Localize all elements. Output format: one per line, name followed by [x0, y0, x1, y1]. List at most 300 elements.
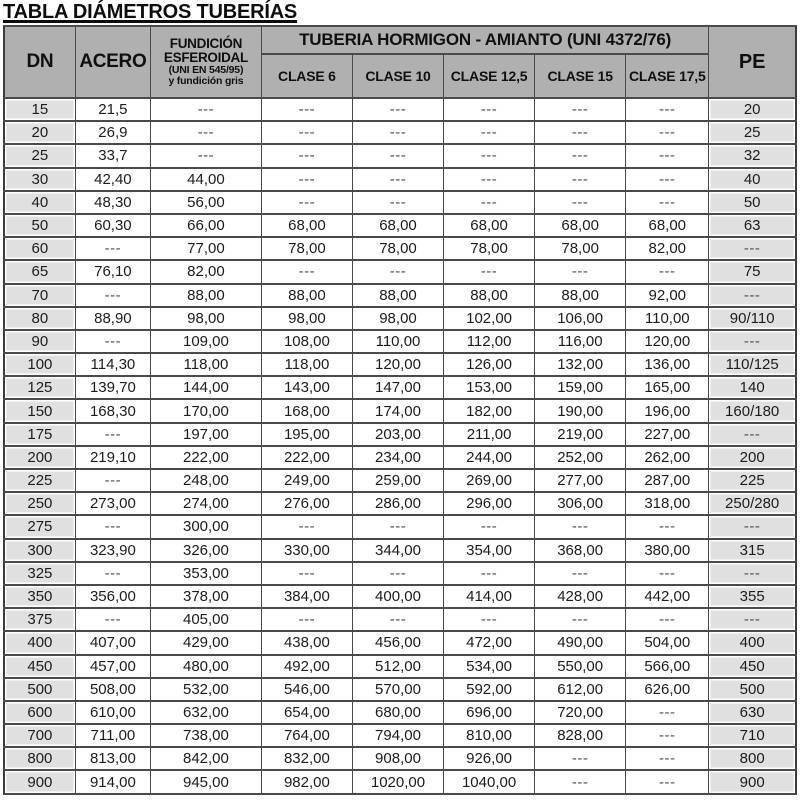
dn-cell: 30: [4, 168, 75, 191]
table-row: [4, 724, 796, 747]
table-body: [4, 98, 796, 794]
value-cell: 504,00: [626, 631, 709, 654]
pe-cell: 40: [709, 168, 796, 191]
pe-cell: 25: [709, 121, 796, 144]
dn-cell: 25: [4, 144, 75, 167]
header-fundicion-gris: y fundición gris: [168, 75, 244, 88]
value-cell: 92,00: [626, 284, 709, 307]
table-row: [4, 330, 796, 353]
value-cell: 456,00: [352, 631, 443, 654]
value-cell: 112,00: [444, 330, 535, 353]
pe-cell: ---: [709, 423, 796, 446]
value-cell: 354,00: [444, 539, 535, 562]
value-cell: 512,00: [352, 655, 443, 678]
pe-cell: 50: [709, 191, 796, 214]
pe-cell: 32: [709, 144, 796, 167]
value-cell: 368,00: [535, 539, 626, 562]
value-cell: 68,00: [352, 214, 443, 237]
header-pe: PE: [709, 26, 796, 98]
value-cell: 78,00: [261, 237, 352, 260]
value-cell: ---: [75, 608, 150, 631]
table-row: [4, 214, 796, 237]
pe-cell: 900: [709, 770, 796, 793]
value-cell: ---: [352, 260, 443, 283]
value-cell: ---: [535, 144, 626, 167]
value-cell: 44,00: [151, 168, 262, 191]
value-cell: ---: [261, 562, 352, 585]
value-cell: 380,00: [626, 539, 709, 562]
pe-cell: 200: [709, 446, 796, 469]
value-cell: ---: [352, 562, 443, 585]
value-cell: ---: [626, 701, 709, 724]
dn-cell: 125: [4, 376, 75, 399]
value-cell: 813,00: [75, 747, 150, 770]
value-cell: 286,00: [352, 492, 443, 515]
value-cell: ---: [75, 284, 150, 307]
value-cell: 442,00: [626, 585, 709, 608]
header-hormigon-amianto-group: TUBERIA HORMIGON - AMIANTO (UNI 4372/76): [261, 26, 708, 54]
value-cell: 190,00: [535, 399, 626, 422]
value-cell: ---: [75, 330, 150, 353]
value-cell: 203,00: [352, 423, 443, 446]
pe-cell: 400: [709, 631, 796, 654]
value-cell: 165,00: [626, 376, 709, 399]
value-cell: ---: [261, 98, 352, 121]
pe-cell: ---: [709, 515, 796, 538]
value-cell: ---: [535, 168, 626, 191]
value-cell: 78,00: [535, 237, 626, 260]
value-cell: 168,30: [75, 399, 150, 422]
value-cell: 356,00: [75, 585, 150, 608]
value-cell: ---: [75, 469, 150, 492]
dn-cell: 350: [4, 585, 75, 608]
value-cell: 654,00: [261, 701, 352, 724]
table-row: [4, 144, 796, 167]
value-cell: 277,00: [535, 469, 626, 492]
pe-cell: 90/110: [709, 307, 796, 330]
value-cell: 144,00: [151, 376, 262, 399]
value-cell: ---: [444, 144, 535, 167]
value-cell: 98,00: [151, 307, 262, 330]
value-cell: ---: [352, 608, 443, 631]
value-cell: ---: [75, 237, 150, 260]
dn-cell: 80: [4, 307, 75, 330]
value-cell: 88,00: [352, 284, 443, 307]
value-cell: 68,00: [444, 214, 535, 237]
value-cell: 102,00: [444, 307, 535, 330]
dn-cell: 700: [4, 724, 75, 747]
pe-cell: 140: [709, 376, 796, 399]
value-cell: ---: [535, 260, 626, 283]
value-cell: 33,7: [75, 144, 150, 167]
value-cell: 632,00: [151, 701, 262, 724]
table-row: [4, 562, 796, 585]
value-cell: 88,00: [444, 284, 535, 307]
table-row: [4, 446, 796, 469]
dn-cell: 400: [4, 631, 75, 654]
value-cell: 566,00: [626, 655, 709, 678]
value-cell: 98,00: [352, 307, 443, 330]
table-row: [4, 678, 796, 701]
dn-cell: 60: [4, 237, 75, 260]
value-cell: ---: [444, 98, 535, 121]
value-cell: 195,00: [261, 423, 352, 446]
value-cell: 42,40: [75, 168, 150, 191]
value-cell: 60,30: [75, 214, 150, 237]
value-cell: 66,00: [151, 214, 262, 237]
value-cell: 139,70: [75, 376, 150, 399]
dn-cell: 100: [4, 353, 75, 376]
header-fundicion-line2: ESFEROIDAL: [163, 49, 248, 65]
pe-cell: 225: [709, 469, 796, 492]
value-cell: ---: [75, 515, 150, 538]
header-clase-15: CLASE 15: [535, 54, 626, 98]
value-cell: 696,00: [444, 701, 535, 724]
value-cell: 196,00: [626, 399, 709, 422]
value-cell: 353,00: [151, 562, 262, 585]
value-cell: ---: [352, 191, 443, 214]
value-cell: 109,00: [151, 330, 262, 353]
header-clase-17-5: CLASE 17,5: [626, 54, 709, 98]
value-cell: ---: [626, 562, 709, 585]
value-cell: ---: [352, 144, 443, 167]
header-fundicion: [151, 26, 262, 98]
dn-cell: 250: [4, 492, 75, 515]
pe-cell: ---: [709, 608, 796, 631]
value-cell: 21,5: [75, 98, 150, 121]
table-row: [4, 770, 796, 793]
value-cell: 570,00: [352, 678, 443, 701]
value-cell: 414,00: [444, 585, 535, 608]
value-cell: 1020,00: [352, 770, 443, 793]
pe-cell: 75: [709, 260, 796, 283]
value-cell: 68,00: [626, 214, 709, 237]
pe-cell: 20: [709, 98, 796, 121]
value-cell: 546,00: [261, 678, 352, 701]
value-cell: 457,00: [75, 655, 150, 678]
pe-cell: 450: [709, 655, 796, 678]
value-cell: ---: [626, 747, 709, 770]
value-cell: 116,00: [535, 330, 626, 353]
dn-cell: 800: [4, 747, 75, 770]
value-cell: 143,00: [261, 376, 352, 399]
value-cell: ---: [444, 608, 535, 631]
table-row: [4, 469, 796, 492]
value-cell: 222,00: [261, 446, 352, 469]
value-cell: 490,00: [535, 631, 626, 654]
value-cell: 550,00: [535, 655, 626, 678]
table-header: [4, 26, 796, 98]
value-cell: 136,00: [626, 353, 709, 376]
value-cell: ---: [535, 747, 626, 770]
pe-cell: 315: [709, 539, 796, 562]
value-cell: ---: [626, 608, 709, 631]
value-cell: 269,00: [444, 469, 535, 492]
value-cell: 78,00: [444, 237, 535, 260]
value-cell: 98,00: [261, 307, 352, 330]
value-cell: ---: [75, 562, 150, 585]
value-cell: 227,00: [626, 423, 709, 446]
value-cell: 610,00: [75, 701, 150, 724]
table-row: [4, 168, 796, 191]
value-cell: 384,00: [261, 585, 352, 608]
value-cell: 56,00: [151, 191, 262, 214]
value-cell: 252,00: [535, 446, 626, 469]
value-cell: 77,00: [151, 237, 262, 260]
value-cell: ---: [261, 121, 352, 144]
header-fundicion-norm: (UNI EN 545/95): [168, 64, 244, 77]
value-cell: ---: [535, 515, 626, 538]
value-cell: 174,00: [352, 399, 443, 422]
value-cell: 147,00: [352, 376, 443, 399]
value-cell: 764,00: [261, 724, 352, 747]
table-row: [4, 515, 796, 538]
value-cell: 170,00: [151, 399, 262, 422]
pe-cell: 500: [709, 678, 796, 701]
value-cell: ---: [151, 121, 262, 144]
pe-cell: 800: [709, 747, 796, 770]
value-cell: ---: [626, 191, 709, 214]
value-cell: ---: [352, 121, 443, 144]
value-cell: 330,00: [261, 539, 352, 562]
value-cell: ---: [444, 168, 535, 191]
value-cell: 248,00: [151, 469, 262, 492]
value-cell: 300,00: [151, 515, 262, 538]
value-cell: 532,00: [151, 678, 262, 701]
value-cell: 428,00: [535, 585, 626, 608]
value-cell: ---: [535, 608, 626, 631]
dn-cell: 175: [4, 423, 75, 446]
dn-cell: 450: [4, 655, 75, 678]
value-cell: 182,00: [444, 399, 535, 422]
value-cell: 120,00: [352, 353, 443, 376]
value-cell: ---: [444, 515, 535, 538]
dn-cell: 90: [4, 330, 75, 353]
value-cell: 82,00: [626, 237, 709, 260]
header-clase-10: CLASE 10: [352, 54, 443, 98]
value-cell: 219,10: [75, 446, 150, 469]
value-cell: 219,00: [535, 423, 626, 446]
dn-cell: 200: [4, 446, 75, 469]
dn-cell: 15: [4, 98, 75, 121]
value-cell: 82,00: [151, 260, 262, 283]
value-cell: 211,00: [444, 423, 535, 446]
pe-cell: ---: [709, 330, 796, 353]
value-cell: 400,00: [352, 585, 443, 608]
value-cell: 794,00: [352, 724, 443, 747]
diameters-table: [3, 25, 797, 795]
value-cell: 168,00: [261, 399, 352, 422]
table-row: [4, 492, 796, 515]
value-cell: 287,00: [626, 469, 709, 492]
value-cell: ---: [151, 98, 262, 121]
table-row: [4, 399, 796, 422]
value-cell: 680,00: [352, 701, 443, 724]
value-cell: 120,00: [626, 330, 709, 353]
dn-cell: 900: [4, 770, 75, 793]
value-cell: 492,00: [261, 655, 352, 678]
value-cell: 108,00: [261, 330, 352, 353]
value-cell: ---: [444, 562, 535, 585]
value-cell: ---: [535, 98, 626, 121]
value-cell: 738,00: [151, 724, 262, 747]
value-cell: ---: [626, 168, 709, 191]
value-cell: 276,00: [261, 492, 352, 515]
dn-cell: 40: [4, 191, 75, 214]
value-cell: ---: [151, 144, 262, 167]
value-cell: 118,00: [151, 353, 262, 376]
dn-cell: 50: [4, 214, 75, 237]
value-cell: 88,90: [75, 307, 150, 330]
table-row: [4, 260, 796, 283]
value-cell: ---: [75, 423, 150, 446]
value-cell: 326,00: [151, 539, 262, 562]
value-cell: 720,00: [535, 701, 626, 724]
table-row: [4, 237, 796, 260]
table-row: [4, 747, 796, 770]
dn-cell: 275: [4, 515, 75, 538]
value-cell: 132,00: [535, 353, 626, 376]
value-cell: ---: [626, 724, 709, 747]
value-cell: 945,00: [151, 770, 262, 793]
table-row: [4, 121, 796, 144]
value-cell: ---: [444, 121, 535, 144]
header-fundicion-line1: FUNDICIÓN: [169, 35, 243, 51]
dn-cell: 150: [4, 399, 75, 422]
header-clase-6: CLASE 6: [261, 54, 352, 98]
value-cell: 78,00: [352, 237, 443, 260]
pe-cell: 250/280: [709, 492, 796, 515]
dn-cell: 65: [4, 260, 75, 283]
value-cell: 480,00: [151, 655, 262, 678]
value-cell: 68,00: [535, 214, 626, 237]
value-cell: ---: [444, 260, 535, 283]
value-cell: ---: [352, 98, 443, 121]
value-cell: ---: [626, 770, 709, 793]
value-cell: 828,00: [535, 724, 626, 747]
value-cell: 118,00: [261, 353, 352, 376]
value-cell: 106,00: [535, 307, 626, 330]
value-cell: 110,00: [626, 307, 709, 330]
table-row: [4, 585, 796, 608]
header-dn: DN: [4, 26, 75, 98]
value-cell: ---: [261, 515, 352, 538]
dn-cell: 300: [4, 539, 75, 562]
value-cell: ---: [261, 168, 352, 191]
value-cell: 26,9: [75, 121, 150, 144]
value-cell: ---: [626, 144, 709, 167]
table-row: [4, 353, 796, 376]
value-cell: 273,00: [75, 492, 150, 515]
value-cell: 1040,00: [444, 770, 535, 793]
value-cell: 318,00: [626, 492, 709, 515]
dn-cell: 325: [4, 562, 75, 585]
value-cell: 88,00: [535, 284, 626, 307]
value-cell: 908,00: [352, 747, 443, 770]
value-cell: ---: [535, 562, 626, 585]
value-cell: 438,00: [261, 631, 352, 654]
value-cell: 626,00: [626, 678, 709, 701]
dn-cell: 70: [4, 284, 75, 307]
value-cell: 88,00: [151, 284, 262, 307]
value-cell: 296,00: [444, 492, 535, 515]
dn-cell: 20: [4, 121, 75, 144]
pe-cell: 630: [709, 701, 796, 724]
value-cell: 842,00: [151, 747, 262, 770]
table-row: [4, 608, 796, 631]
value-cell: 126,00: [444, 353, 535, 376]
value-cell: 810,00: [444, 724, 535, 747]
value-cell: 76,10: [75, 260, 150, 283]
value-cell: 153,00: [444, 376, 535, 399]
table-row: [4, 539, 796, 562]
value-cell: ---: [261, 144, 352, 167]
value-cell: 914,00: [75, 770, 150, 793]
value-cell: ---: [261, 608, 352, 631]
value-cell: 274,00: [151, 492, 262, 515]
pe-cell: 160/180: [709, 399, 796, 422]
value-cell: 249,00: [261, 469, 352, 492]
value-cell: 222,00: [151, 446, 262, 469]
value-cell: 159,00: [535, 376, 626, 399]
value-cell: 48,30: [75, 191, 150, 214]
value-cell: ---: [535, 191, 626, 214]
table-row: [4, 701, 796, 724]
table-row: [4, 307, 796, 330]
value-cell: 110,00: [352, 330, 443, 353]
pe-cell: 710: [709, 724, 796, 747]
table-row: [4, 191, 796, 214]
dn-cell: 500: [4, 678, 75, 701]
table-row: [4, 655, 796, 678]
value-cell: 982,00: [261, 770, 352, 793]
value-cell: 68,00: [261, 214, 352, 237]
value-cell: ---: [626, 260, 709, 283]
value-cell: 508,00: [75, 678, 150, 701]
value-cell: 197,00: [151, 423, 262, 446]
table-row: [4, 98, 796, 121]
value-cell: ---: [535, 770, 626, 793]
value-cell: 405,00: [151, 608, 262, 631]
value-cell: ---: [261, 260, 352, 283]
value-cell: 259,00: [352, 469, 443, 492]
value-cell: 534,00: [444, 655, 535, 678]
value-cell: 88,00: [261, 284, 352, 307]
pe-cell: 63: [709, 214, 796, 237]
value-cell: ---: [626, 98, 709, 121]
value-cell: ---: [626, 515, 709, 538]
table-row: [4, 376, 796, 399]
value-cell: 592,00: [444, 678, 535, 701]
value-cell: ---: [352, 515, 443, 538]
pe-cell: ---: [709, 284, 796, 307]
header-acero: ACERO: [75, 26, 150, 98]
value-cell: ---: [444, 191, 535, 214]
dn-cell: 375: [4, 608, 75, 631]
value-cell: 306,00: [535, 492, 626, 515]
value-cell: 429,00: [151, 631, 262, 654]
value-cell: 612,00: [535, 678, 626, 701]
dn-cell: 600: [4, 701, 75, 724]
value-cell: 378,00: [151, 585, 262, 608]
value-cell: 472,00: [444, 631, 535, 654]
value-cell: ---: [626, 121, 709, 144]
table-row: [4, 631, 796, 654]
header-clase-12-5: CLASE 12,5: [444, 54, 535, 98]
pe-cell: ---: [709, 237, 796, 260]
value-cell: 262,00: [626, 446, 709, 469]
pe-cell: 355: [709, 585, 796, 608]
